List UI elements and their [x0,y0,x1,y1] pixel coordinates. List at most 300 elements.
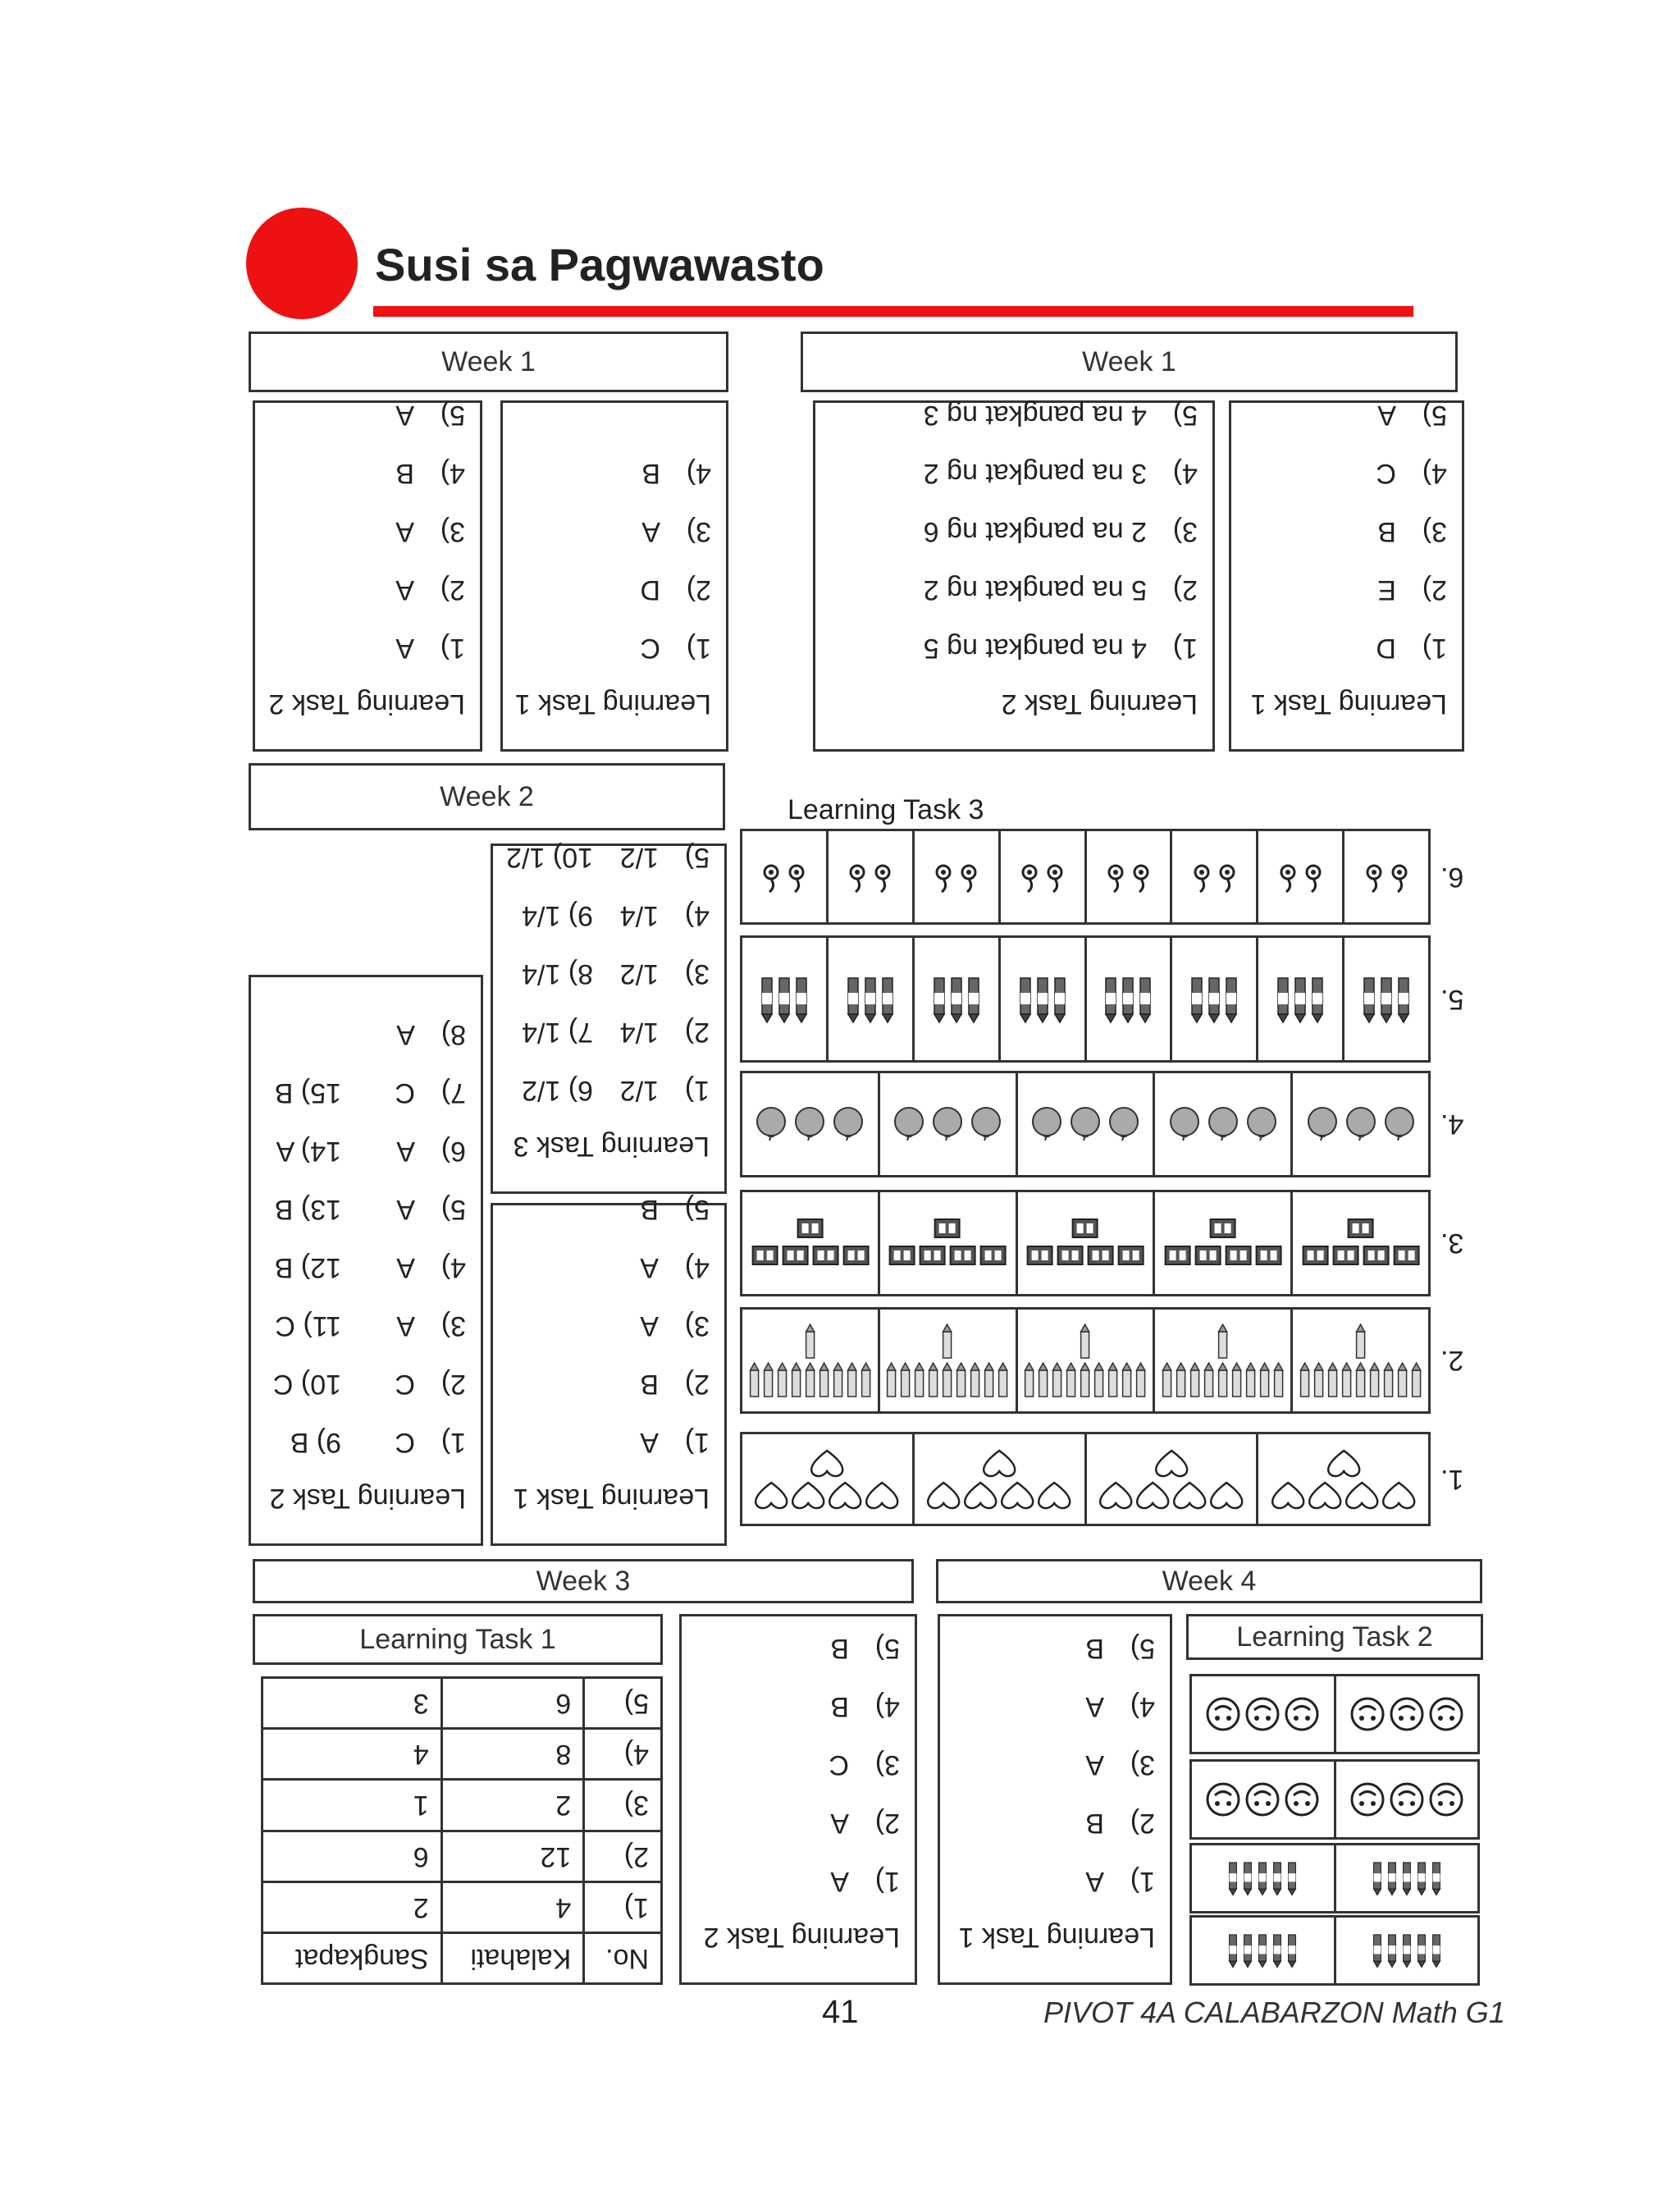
answer-row: 2)1/47) 1/4 [522,1017,710,1048]
pencil-icon [818,1362,829,1398]
week2-lt1-box [491,1194,727,1546]
table-row [262,1831,662,1881]
pencil-icon [956,1362,967,1398]
pencil-icon [790,1362,801,1398]
answer-row: 1)A [395,633,465,664]
crayon-icon [1035,975,1050,1024]
pencil-icon [942,1324,953,1360]
crayon-icon [1189,975,1204,1024]
week1-right-lt1-box [1229,400,1464,752]
pencil-icon [900,1362,911,1398]
pencil-icon [1355,1362,1367,1398]
lt3-cell [1018,1073,1156,1175]
answer-row: 5)B [640,1194,710,1225]
lt3-cell [1172,831,1258,922]
pencil-icon [1313,1362,1325,1398]
pencil-icon [914,1362,925,1398]
answer-row: 4)A [1085,1691,1155,1722]
lt3-cell [915,938,1001,1060]
flower-icon [846,861,869,894]
pencil-icon [1135,1362,1147,1398]
lt3-cell [1293,1192,1428,1294]
pencil-icon [1162,1362,1173,1398]
week4-picture-cell [1336,1762,1478,1837]
title-underline [373,306,1413,317]
crayon-icon [1242,1860,1253,1896]
lt3-row-4 [740,1071,1431,1177]
week4-lt1-answers [940,1616,1170,1982]
flower-icon [1104,861,1127,894]
week4-picture-cell [1192,1845,1336,1911]
week4-lt1-box [938,1614,1172,1985]
box-icon [1194,1245,1221,1269]
week4-lt2-picture-grid [1189,1674,1480,1986]
table-cell: 2 [262,1881,442,1932]
week4-picture-cell [1192,1762,1336,1837]
fruit-icon [929,1106,966,1142]
lt3-cell [1155,1192,1293,1294]
answer-row: 5)B [830,1633,900,1664]
answer-row: 2)E [1377,574,1447,606]
crayon-icon [1372,1932,1383,1968]
week3-header: Week 3 [253,1559,914,1603]
pencil-icon [1411,1362,1422,1398]
answer-row: 4)B [395,458,465,489]
crayon-icon [1386,1860,1398,1896]
week2-lt3-box [491,844,727,1194]
pencil-icon [1259,1362,1271,1398]
page-title: Susi sa Pagwawasto [375,239,824,290]
answer-row: 1)1/26) 1/2 [522,1075,710,1106]
pencil-icon [1080,1362,1091,1398]
lt3-cell [1018,1310,1156,1411]
week4-picture-cell [1192,1676,1336,1752]
crayon-icon [1242,1932,1253,1968]
smiley-icon [1428,1781,1464,1817]
title-dot [246,208,358,319]
lt3-row-label: 6. [1440,861,1464,893]
table-header-row [262,1932,662,1983]
heart-icon [1326,1448,1361,1478]
pencil-icon [1176,1362,1187,1398]
pencil-icon [1107,1362,1119,1398]
lt3-cell [742,1310,880,1411]
flower-icon [932,861,955,894]
crayon-icon [1431,1860,1442,1896]
fruit-icon [1166,1106,1203,1142]
box-icon [1254,1245,1282,1269]
table-header-cell: No. [584,1932,662,1983]
pencil-icon [804,1324,815,1360]
answer-row: 4)B [641,458,711,489]
fruit-icon [1067,1106,1103,1142]
week4-picture-cell [1336,1845,1478,1911]
crayon-icon [1286,1932,1298,1968]
crayon-icon [1416,1932,1427,1968]
crayon-icon [1362,975,1376,1024]
flower-icon [1130,861,1153,894]
lt3-cell [1087,1434,1259,1524]
lt-title: Learning Task 2 [1001,688,1198,720]
page-number: 41 [822,1994,859,2030]
lt3-picture-strips [730,829,1464,1526]
pencil-icon [1217,1324,1229,1360]
pencil-icon [1121,1362,1133,1398]
lt3-cell [1087,831,1173,922]
answer-row: 3)2 na pangkat ng 6 [923,516,1198,547]
box-icon [1362,1245,1390,1269]
pencil-icon [1231,1362,1243,1398]
pencil-icon [832,1362,843,1398]
week2-lt2-box [249,975,483,1546]
pencil-icon [748,1362,760,1398]
table-row [262,1881,662,1932]
pencil-icon [846,1362,857,1398]
table-header-cell: Kalahati [441,1932,584,1983]
crayon-icon [1372,1860,1383,1896]
table-cell: 5) [584,1678,662,1729]
smiley-icon [1244,1696,1281,1732]
week4-picture-row [1189,1674,1480,1754]
table-cell: 3 [262,1678,442,1729]
lt3-row-label: 5. [1440,983,1464,1015]
crayon-icon [1286,1860,1298,1896]
crayon-icon [1207,975,1221,1024]
box-icon [1224,1245,1252,1269]
smiley-icon [1205,1781,1241,1817]
box-icon [919,1245,947,1269]
table-cell: 4 [441,1881,584,1932]
answer-row: 4)1/49) 1/4 [522,900,710,931]
pencil-icon [1038,1362,1049,1398]
answer-row: 1)A [1085,1866,1155,1897]
heart-icon [964,1480,998,1510]
box-icon [1071,1218,1099,1242]
week3-lt2-box [679,1614,917,1985]
lt3-cell [880,1310,1018,1411]
week1-right-header: Week 1 [801,331,1458,392]
lt3-cell [1172,938,1258,1060]
answer-row: 5)1/210) 1/2 [506,842,710,873]
lt3-cell [742,938,829,1060]
box-icon [1331,1245,1359,1269]
pencil-icon [1383,1362,1395,1398]
flower-icon [1216,861,1239,894]
answer-row: 3)A [640,1310,710,1342]
crayon-icon [1293,975,1308,1024]
fruit-icon [891,1106,927,1142]
lt3-cell [742,1434,915,1524]
answer-row: 3)A [641,516,711,547]
smiley-icon [1284,1781,1320,1817]
answer-row: 1)C [640,633,711,664]
smiley-icon [1389,1781,1425,1817]
smiley-icon [1389,1696,1425,1732]
answer-row: 3)A [395,516,465,547]
heart-icon [792,1480,826,1510]
answer-row: 2)A [395,574,465,606]
lt3-picture-title: Learning Task 3 [788,794,984,825]
lt3-row-5 [740,935,1431,1063]
heart-icon [1209,1480,1244,1510]
table-cell: 6 [262,1831,442,1881]
table-cell: 4 [262,1729,442,1780]
pencil-icon [998,1362,1009,1398]
pencil-icon [1189,1362,1201,1398]
answer-row: 5)A [1377,400,1447,431]
week2-lt3-answers [493,842,724,1191]
fruit-icon [1205,1106,1241,1142]
pencil-icon [1066,1362,1077,1398]
flower-icon [1018,861,1041,894]
week4-picture-row [1189,1915,1480,1986]
box-icon [1347,1218,1375,1242]
lt3-cell [1293,1073,1428,1175]
crayon-icon [1227,1932,1239,1968]
pencil-icon [1369,1362,1381,1398]
flower-icon [1388,861,1411,894]
table-cell: 12 [441,1831,584,1881]
lt-title: Learning Task 1 [514,688,711,720]
crayon-icon [1257,1932,1268,1968]
answer-row: 2)A [830,1808,900,1839]
answer-row: 1)4 na pangkat ng 5 [923,633,1198,664]
fruit-icon [968,1106,1004,1142]
flower-icon [1043,861,1066,894]
heart-icon [1381,1480,1416,1510]
table-cell: 2) [584,1831,662,1881]
flower-icon [1363,861,1386,894]
heart-icon [1271,1480,1305,1510]
lt-title: Learning Task 1 [1250,688,1447,720]
crayon-icon [1052,975,1067,1024]
week1-left-lt2-box [253,400,482,752]
lt3-cell [1258,1434,1428,1524]
fruit-icon [1106,1106,1142,1142]
crayon-icon [794,975,809,1024]
pencil-icon [942,1362,953,1398]
box-icon [934,1218,961,1242]
lt3-cell [742,1073,880,1175]
lt3-cell [1293,1310,1428,1411]
heart-icon [927,1480,961,1510]
box-icon [949,1245,977,1269]
box-icon [1163,1245,1191,1269]
week3-lt1-header: Learning Task 1 [253,1614,663,1665]
box-icon [1057,1245,1084,1269]
lt3-cell [1001,831,1087,922]
week1-right-lt2-answers [815,400,1212,749]
lt3-cell [829,831,915,922]
flower-icon [785,861,808,894]
lt3-row-3 [740,1190,1431,1296]
answer-row: 5)A13) B [274,1194,466,1225]
crayon-icon [1257,1860,1268,1896]
heart-icon [1172,1480,1207,1510]
week2-lt2-answers [251,977,481,1543]
heart-icon [1001,1480,1035,1510]
smiley-icon [1349,1781,1386,1817]
answer-row: 1)A [830,1866,900,1897]
answer-row: 3)A11) C [275,1310,466,1342]
pencil-icon [1245,1362,1257,1398]
answer-row: 1)C9) B [290,1427,466,1458]
lt3-cell [880,1192,1018,1294]
box-icon [1209,1218,1237,1242]
smiley-icon [1284,1696,1320,1732]
heart-icon [755,1480,789,1510]
table-cell: 6 [441,1678,584,1729]
flower-icon [957,861,980,894]
crayon-icon [846,975,861,1024]
lt3-cell [829,938,915,1060]
week1-left-header: Week 1 [249,331,728,392]
week1-right-lt1-answers [1231,400,1462,749]
answer-row: 5)A [395,400,465,431]
fruit-icon [1244,1106,1280,1142]
pencil-icon [886,1362,897,1398]
crayon-icon [932,975,947,1024]
week1-left-lt1-box [500,400,728,752]
week4-picture-row [1189,1843,1480,1913]
crayon-icon [966,975,981,1024]
box-icon [796,1218,824,1242]
smiley-icon [1205,1696,1241,1732]
table-cell: 3) [584,1780,662,1831]
lt-title: Learning Task 1 [513,1483,710,1514]
answer-row: 5)B [1085,1633,1155,1664]
table-header-cell: Sangkapat [262,1932,442,1983]
pencil-icon [1093,1362,1105,1398]
lt3-cell [742,831,829,922]
week1-left-lt2-answers [255,400,480,749]
table-row [262,1729,662,1780]
crayon-icon [1431,1932,1442,1968]
week4-picture-cell [1336,1676,1478,1752]
pencil-icon [1080,1324,1091,1360]
lt3-cell [1344,938,1428,1060]
crayon-icon [1416,1860,1427,1896]
week1-right-lt2-box [813,400,1215,752]
lt3-cell [880,1073,1018,1175]
pencil-icon [1052,1362,1063,1398]
answer-row: 2)B [1085,1808,1155,1839]
answer-row: 4)B [830,1691,900,1722]
lt-title: Learning Task 2 [269,1483,466,1514]
lt-title: Learning Task 2 [268,688,465,720]
heart-icon [810,1448,844,1478]
answer-row: 3)1/28) 1/4 [522,958,710,990]
crayon-icon [1401,1932,1413,1968]
pencil-icon [1341,1362,1353,1398]
pencil-icon [1273,1362,1285,1398]
pencil-icon [1397,1362,1408,1398]
answer-row: 1)D [1376,633,1447,664]
week2-lt1-answers [493,1194,724,1543]
lt3-cell [915,1434,1087,1524]
answer-row: 4)A12) B [274,1252,466,1283]
flower-icon [1302,861,1325,894]
lt3-row-2 [740,1307,1431,1414]
lt3-row-label: 2. [1440,1345,1464,1376]
heart-icon [982,1448,1016,1478]
lt3-row-label: 3. [1440,1228,1464,1259]
week4-picture-row [1189,1759,1480,1840]
answer-row: 3)B [1377,516,1447,547]
pencil-icon [776,1362,788,1398]
table-row [262,1678,662,1729]
series-label: PIVOT 4A CALABARZON Math G1 [1043,1996,1505,2029]
crayon-icon [1227,1860,1239,1896]
crayon-icon [1103,975,1118,1024]
answer-row: 4)C [1376,458,1447,489]
answer-row: 3)C [829,1749,900,1781]
table-cell: 1 [262,1780,442,1831]
heart-icon [1135,1480,1170,1510]
lt3-cell [1155,1073,1293,1175]
box-icon [1301,1245,1329,1269]
answer-row: 4)3 na pangkat ng 2 [923,458,1198,489]
flower-icon [1190,861,1213,894]
lt3-cell [915,831,1001,922]
week4-picture-cell [1336,1918,1478,1983]
crayon-icon [1310,975,1325,1024]
crayon-icon [1018,975,1033,1024]
box-icon [888,1245,916,1269]
answer-row: 6)A14) A [276,1136,466,1167]
crayon-icon [1379,975,1394,1024]
lt3-cell [1344,831,1428,922]
lt-title: Learning Task 1 [958,1922,1155,1953]
crayon-icon [1138,975,1153,1024]
answer-row: 2)D [640,574,711,606]
table-cell: 2 [441,1780,584,1831]
pencil-icon [970,1362,981,1398]
crayon-icon [777,975,792,1024]
lt3-cell [1018,1192,1156,1294]
smiley-icon [1428,1696,1464,1732]
answer-row: 4)A [640,1252,710,1283]
pencil-icon [928,1362,939,1398]
crayon-icon [949,975,964,1024]
week3-lt2-answers [682,1616,915,1982]
lt-title: Learning Task 2 [703,1922,900,1953]
box-icon [842,1245,870,1269]
crayon-icon [863,975,878,1024]
answer-row: 2)C10) C [272,1369,466,1400]
heart-icon [1154,1448,1189,1478]
box-icon [751,1245,778,1269]
fruit-icon [1029,1106,1065,1142]
box-icon [1392,1245,1420,1269]
table-cell: 8 [441,1729,584,1780]
pencil-icon [984,1362,995,1398]
lt3-row-1 [740,1432,1431,1526]
lt3-cell [1258,938,1344,1060]
box-icon [811,1245,839,1269]
flower-icon [1276,861,1299,894]
crayon-icon [1121,975,1135,1024]
box-icon [781,1245,809,1269]
lt-title: Learning Task 3 [513,1131,710,1162]
heart-icon [1098,1480,1133,1510]
fruit-icon [792,1106,828,1142]
fruit-icon [1381,1106,1418,1142]
lt3-cell [1155,1310,1293,1411]
lt3-cell [1001,938,1087,1060]
crayon-icon [1271,1860,1283,1896]
pencil-icon [1355,1324,1367,1360]
